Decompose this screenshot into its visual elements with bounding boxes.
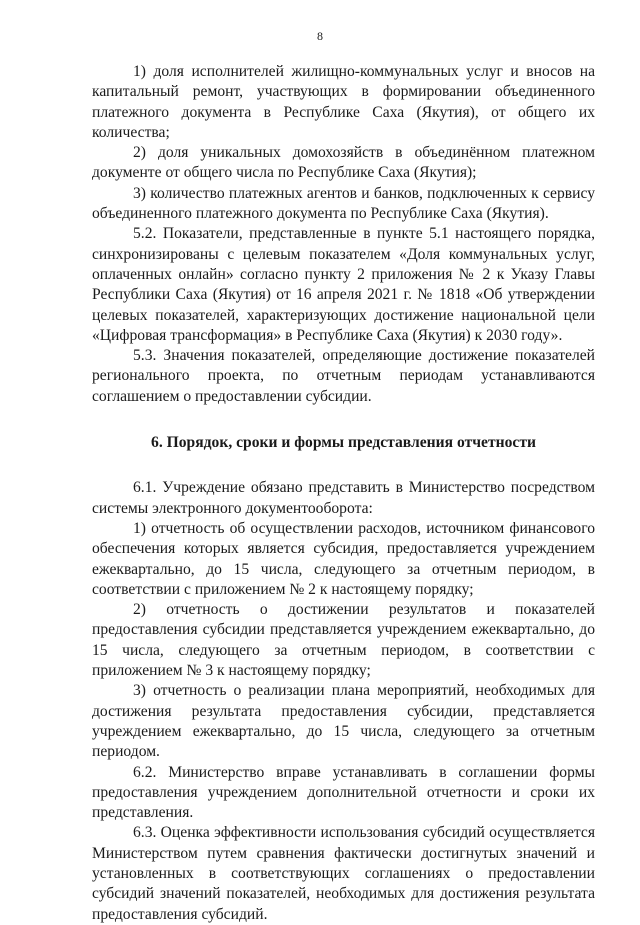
paragraph-indicator-2: 2) доля уникальных домохозяйств в объединённом платежном документе от общего числа по Республике Саха (Якутия); [92, 144, 595, 182]
paragraph-6-2: 6.2. Министерство вправе устанавливать в соглашении формы предоставления учреждением дополнительной отчетности и сроки их представления. [92, 763, 595, 822]
section-heading: 6. Порядок, сроки и формы представления отчетности [151, 434, 536, 452]
paragraph-indicator-1: 1) доля исполнителей жилищно-коммунальных услуг и вносов на капитальный ремонт, участвующих в формировании объединенного платежного документа в Республике Саха (Якутия), от общего их количества; [92, 63, 595, 141]
paragraph-6-3: 6.3. Оценка эффективности использования субсидий осуществляется Министерством путем сравнения фактически достигнутых значений и установленных в соответствующих соглашениях о предоставлении субсидий значений показателей, необходимых для достижения результата предоставления субсидий. [92, 824, 595, 923]
document-body [92, 62, 595, 925]
paragraph-6-1: 6.1. Учреждение обязано представить в Министерство посредством системы электронного документооборота: [92, 479, 595, 517]
paragraph-report-2: 2) отчетность о достижении результатов и показателей предоставления субсидии представляется учреждением ежеквартально, до 15 числа, следующего за отчетным периодом, в соответствии с приложением № 3 к настоящему порядку; [92, 601, 595, 680]
page-number: 8 [317, 29, 323, 43]
paragraph-report-1: 1) отчетность об осуществлении расходов, источником финансового обеспечения которых является субсидия, предоставляется учреждением ежеквартально, до 15 числа, следующего за отчетным периодом, в соответствии с приложением № 2 к настоящему порядку; [92, 519, 595, 598]
paragraph-indicator-3: 3) количество платежных агентов и банков, подключенных к сервису объединенного платежного документа по Республике Саха (Якутия). [92, 184, 595, 223]
paragraph-5-3: 5.3. Значения показателей, определяющие достижение показателей регионального проекта, по отчетным периодам устанавливаются соглашением о предоставлении субсидии. [92, 347, 595, 405]
paragraph-report-3: 3) отчетность о реализации плана мероприятий, необходимых для достижения результата предоставления субсидии, представляется учреждением ежеквартально, до 15 числа, следующего за отчетным периодом. [92, 682, 595, 761]
paragraph-5-2: 5.2. Показатели, представленные в пункте 5.1 настоящего порядка, синхронизированы с целевым показателем «Доля коммунальных услуг, оплаченных онлайн» согласно пункту 2 приложения № 2 к Указу Главы Республики Саха (Якутия) от 16 апреля 2021 г. № 1818 «Об утверждении целевых показателей, характеризующих достижение национальной цели «Цифровая трансформация» в Республике Саха (Якутия) к 2030 году». [92, 225, 595, 344]
